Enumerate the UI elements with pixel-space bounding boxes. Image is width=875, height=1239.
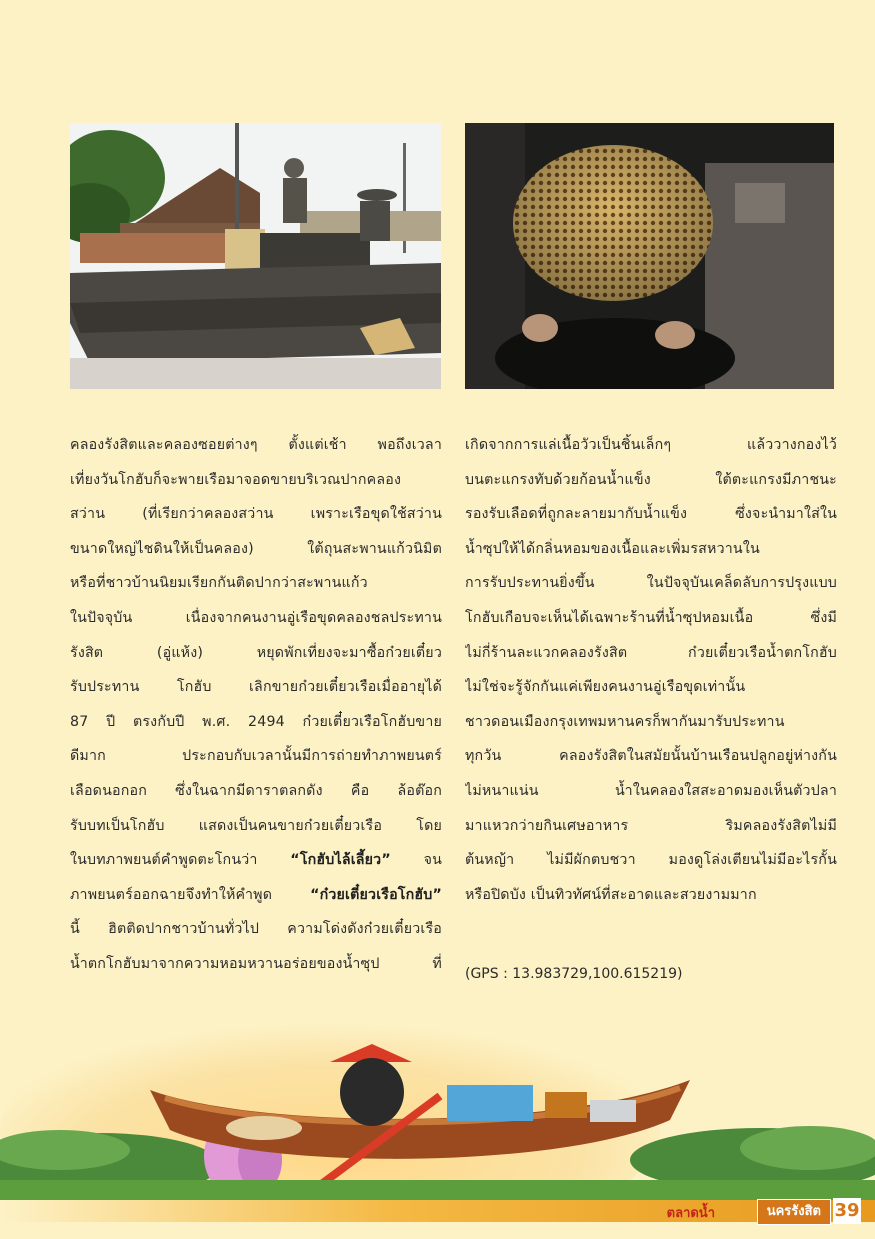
text-line: รังสิต (อู่แห้ง) หยุดพักเที่ยงจะมาซื้อก๋วยเตี๋ยว <box>70 644 442 661</box>
photo-boat-statues <box>70 123 441 389</box>
footer-city-label: นครรังสิต <box>757 1199 831 1225</box>
page-footer <box>0 1198 875 1230</box>
text-line: หรือปิดบัง เป็นทิวทัศน์ที่สะอาดและสวยงามมาก <box>465 886 757 903</box>
text-fragment: ภาพยนตร์ออกฉายจึงทำให้คำพูด <box>70 886 311 903</box>
text-line: สว่าน (ที่เรียกว่าคลองสว่าน เพราะเรือขุดใช้สว่าน <box>70 506 442 523</box>
text-fragment: จน <box>390 852 442 869</box>
text-line: เที่ยงวันโกฮับก็จะพายเรือมาจอดขายบริเวณปากคลอง <box>70 471 402 488</box>
text-line: เลือดนอกอก ซึ่งในฉากมีดาราตลกดัง คือ ล้อต๊อก <box>70 782 442 799</box>
footer-boat-illustration <box>0 1000 875 1205</box>
text-line: รับประทาน โกฮับ เลิกขายก๋วยเตี๋ยวเรือเมื่ออายุได้ <box>70 679 442 696</box>
text-line: ไม่หนาแน่น น้ำในคลองใสสะอาดมองเห็นตัวปลา <box>465 782 837 799</box>
gps-coordinates: (GPS : 13.983729,100.615219) <box>465 966 683 982</box>
text-line: การรับประทานยิ่งขึ้น ในปัจจุบันเคล็ดลับการปรุงแบบ <box>465 575 837 592</box>
article-left-column <box>70 428 442 982</box>
text-line: 87 ปี ตรงกับปี พ.ศ. 2494 ก๋วยเตี๋ยวเรือโกฮับขาย <box>70 713 442 730</box>
text-line <box>70 843 442 878</box>
text-line: นี้ ฮิตติดปากชาวบ้านทั่วไป ความโด่งดังก๋วยเตี๋ยวเรือ <box>70 921 442 938</box>
text-line: ชาวดอนเมืองกรุงเทพมหานครก็พากันมารับประทาน <box>465 713 785 730</box>
text-line: ไม่ใช่จะรู้จักกันแค่เพียงคนงานอู่เรือขุดเท่านั้น <box>465 679 746 696</box>
text-line: โกฮับเกือบจะเห็นได้เฉพาะร้านที่น้ำซุปหอมเนื้อ ซึ่งมี <box>465 609 837 626</box>
text-line <box>70 878 442 913</box>
text-line: ในปัจจุบัน เนื่องจากคนงานอู่เรือขุดคลองชลประทาน <box>70 609 442 626</box>
text-line: ไม่กี่ร้านละแวกคลองรังสิต ก๋วยเตี๋ยวเรือน้ำตกโกฮับ <box>465 644 837 661</box>
text-line: รองรับเลือดที่ถูกละลายมากับน้ำแข็ง ซึ่งจะนำมาใส่ใน <box>465 506 837 523</box>
text-line: ทุกวัน คลองรังสิตในสมัยนั้นบ้านเรือนปลูกอยู่ห่างกัน <box>465 748 837 765</box>
text-line: ขนาดใหญ่ไชดินให้เป็นคลอง) ใต้ถุนสะพานแก้วนิมิต <box>70 540 442 557</box>
text-line: รับบทเป็นโกฮับ แสดงเป็นคนขายก๋วยเตี๋ยวเรือ โดย <box>70 817 442 834</box>
text-line: เกิดจากการแล่เนื้อวัวเป็นชิ้นเล็กๆ แล้ววางกองไว้ <box>465 437 837 453</box>
text-line: หรือที่ชาวบ้านนิยมเรียกกันติดปากว่าสะพานแก้ว <box>70 575 368 592</box>
text-line: บนตะแกรงทับด้วยก้อนน้ำแข็ง ใต้ตะแกรงมีภาชนะ <box>465 471 837 488</box>
text-line: น้ำซุปให้ได้กลิ่นหอมของเนื้อและเพิ่มรสหวานใน <box>465 540 760 557</box>
footer-strip <box>0 1200 875 1222</box>
text-line: ต้นหญ้า ไม่มีผักตบชวา มองดูโล่งเตียนไม่มีอะไรกั้น <box>465 852 837 869</box>
text-line: น้ำตกโกฮับมาจากความหอมหวานอร่อยของน้ำซุป ที่ <box>70 955 442 972</box>
text-line: คลองรังสิตและคลองซอยต่างๆ ตั้งแต่เช้า พอถึงเวลา <box>70 437 442 453</box>
article-right-column <box>465 428 837 912</box>
text-line: ดีมาก ประกอบกับเวลานั้นมีการถ่ายทำภาพยนตร์ <box>70 748 442 765</box>
photo-woven-hat <box>465 123 834 389</box>
text-fragment: ในบทภาพยนต์คำพูดตะโกนว่า <box>70 852 291 869</box>
text-line: มาแหวกว่ายกินเศษอาหาร ริมคลองรังสิตไม่มี <box>465 817 837 834</box>
quote-bold: “โกฮับไล้เลี้ยว” <box>290 852 391 869</box>
footer-market-label: ตลาดน้ำ <box>666 1206 715 1221</box>
quote-bold: “ก๋วยเตี๋ยวเรือโกฮับ” <box>310 886 442 903</box>
page-number: 39 <box>833 1198 861 1224</box>
